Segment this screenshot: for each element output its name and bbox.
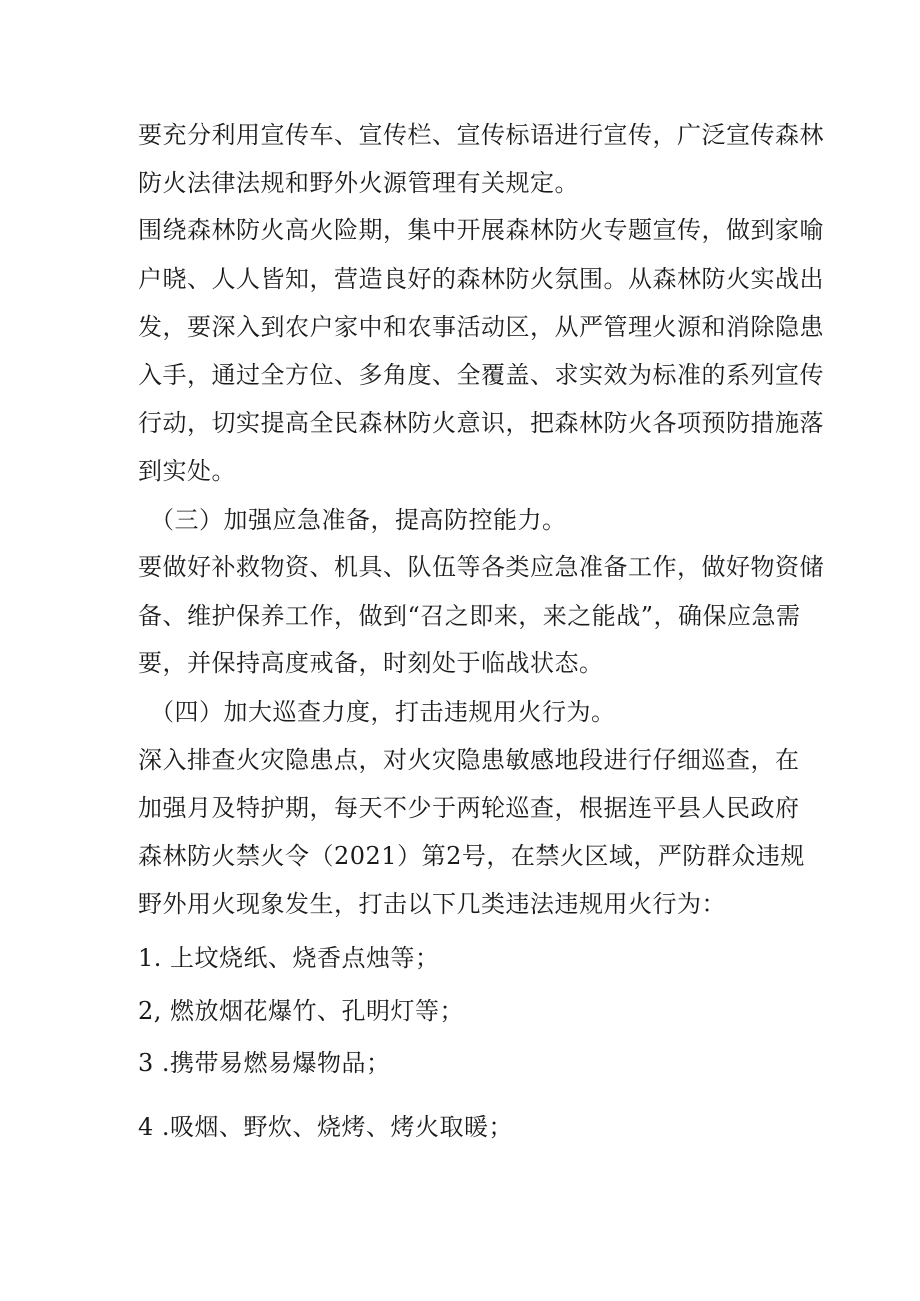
paragraph-line: 备、维护保养工作，做到“召之即来，来之能战”，确保应急需 xyxy=(138,602,801,630)
paragraph-line: 围绕森林防火高火险期，集中开展森林防火专题宣传，做到家喻 xyxy=(138,216,824,244)
section-heading: （四）加大巡查力度，打击违规用火行为。 xyxy=(150,698,616,726)
paragraph-line: 要，并保持高度戒备，时刻处于临战状态。 xyxy=(138,649,604,677)
paragraph-line: 要充分利用宣传车、宣传栏、宣传标语进行宣传，广泛宣传森林 xyxy=(138,121,824,149)
paragraph-line: 森林防火禁火令（2021）第2号，在禁火区域，严防群众违规 xyxy=(138,842,805,870)
list-item: 2, 燃放烟花爆竹、孔明灯等； xyxy=(138,997,465,1025)
paragraph-line: 加强月及特护期，每天不少于两轮巡查，根据连平县人民政府 xyxy=(138,794,800,822)
list-item: 4 .吸烟、野炊、烧烤、烤火取暖； xyxy=(138,1113,514,1141)
paragraph-line: 野外用火现象发生，打击以下几类违法违规用火行为： xyxy=(138,890,726,918)
paragraph-line: 行动，切实提高全民森林防火意识，把森林防火各项预防措施落 xyxy=(138,409,824,437)
paragraph-line: 发，要深入到农户家中和农事活动区，从严管理火源和消除隐患 xyxy=(138,313,824,341)
paragraph-line: 到实处。 xyxy=(138,457,236,485)
paragraph-line: 深入排查火灾隐患点，对火灾隐患敏感地段进行仔细巡查，在 xyxy=(138,746,800,774)
list-item: 3 .携带易燃易爆物品； xyxy=(138,1049,391,1077)
paragraph-line: 要做好补救物资、机具、队伍等各类应急准备工作，做好物资储 xyxy=(138,553,824,581)
paragraph-line: 入手，通过全方位、多角度、全覆盖、求实效为标准的系列宣传 xyxy=(138,361,824,389)
section-heading: （三）加强应急准备，提高防控能力。 xyxy=(150,506,567,534)
list-item: 1. 上坟烧纸、烧香点烛等； xyxy=(138,944,440,972)
paragraph-line: 防火法律法规和野外火源管理有关规定。 xyxy=(138,169,579,197)
paragraph-line: 户晓、人人皆知，营造良好的森林防火氛围。从森林防火实战出 xyxy=(138,265,824,293)
